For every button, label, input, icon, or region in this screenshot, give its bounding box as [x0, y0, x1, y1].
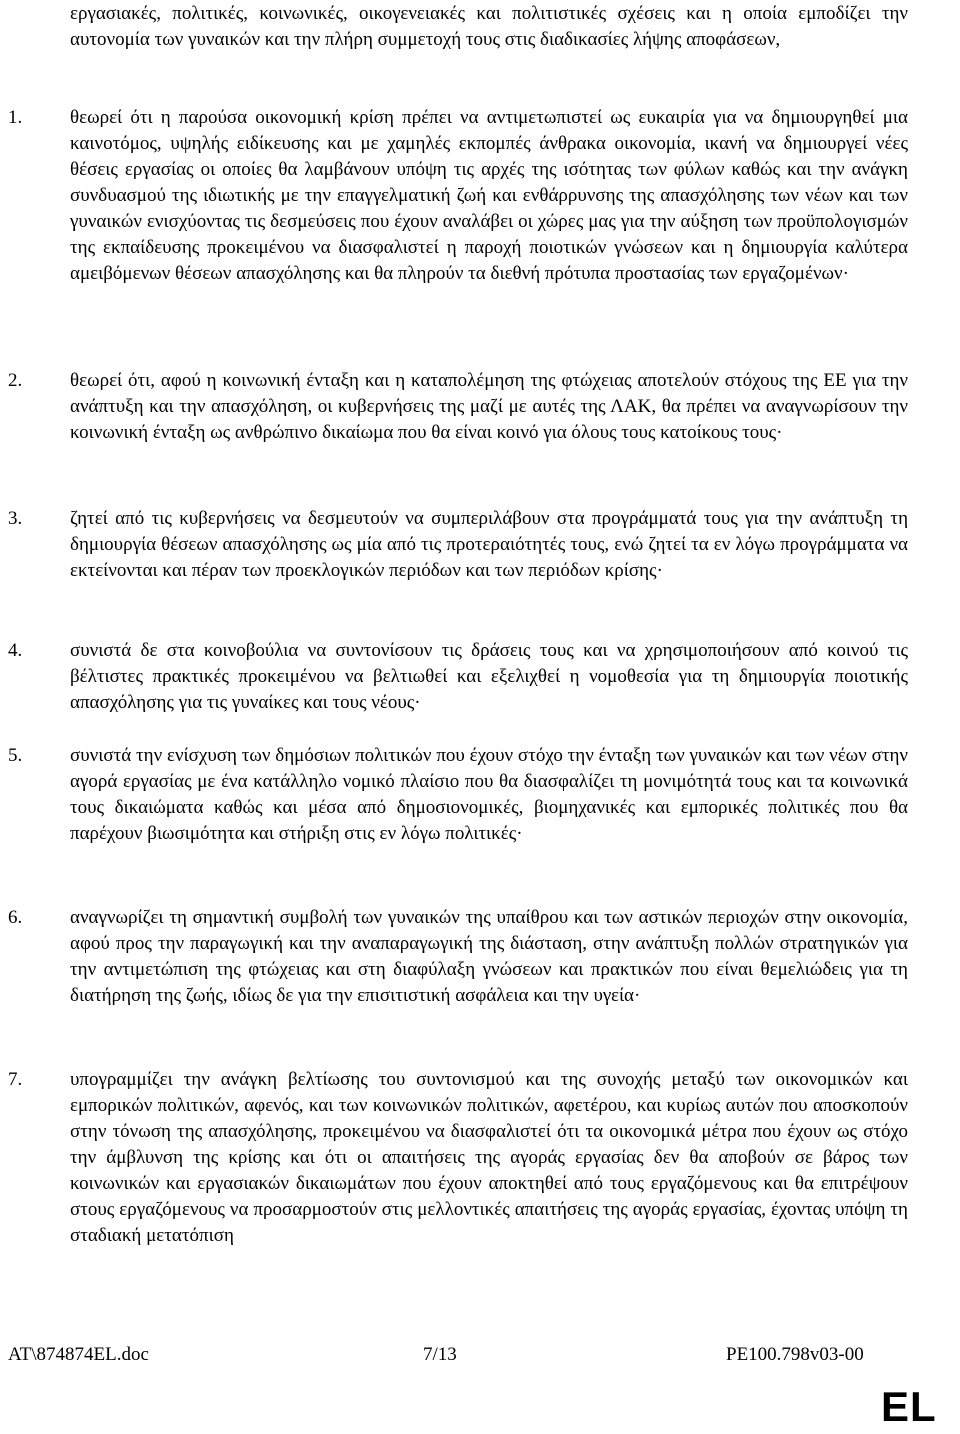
language-code: EL — [881, 1383, 937, 1430]
footer-doc-ref: AT\874874EL.doc — [8, 1344, 149, 1365]
footer-version: PE100.798v03-00 — [726, 1344, 864, 1365]
item-number: 1. — [8, 107, 23, 128]
item-text: ζητεί από τις κυβερνήσεις να δεσμευτούν να συμπεριλάβουν στα προγράμματά τους για την ανάπτυξη τη δημιουργία θέσεων απασχόλησης ως μία από τις προτεραιότητές τους, ενώ ζητεί τα εν λόγω προγράμματα να εκτείνονται και πέραν των προεκλογικών περιόδων και των περιόδων κρίσης· — [70, 508, 908, 581]
item-text: υπογραμμίζει την ανάγκη βελτίωσης του συντονισμού και της συνοχής μεταξύ των οικονομικών και εμπορικών πολιτικών, αφενός, και των κοινωνικών πολιτικών, αφετέρου, και κυρίως αυτών που αποσκοπούν στην τόνωση της απασχόλησης, προκειμένου να διασφαλιστεί ότι τα οικονομικά μέτρα που έχουν ως στόχο την άμβλυνση της κρίσης και ότι οι απαιτήσεις της αγοράς εργασίας δεν θα αποβούν σε βάρος των κοινωνικών και εργασιακών δικαιωμάτων που έχουν αποκτηθεί από τους εργαζόμενους και θα επιτρέψουν στους εργαζόμενους να προσαρμοστούν στις μελλοντικές απαιτήσεις της αγοράς εργασίας, έχοντας υπόψη τη σταδιακή μετατόπιση — [70, 1069, 908, 1246]
item-number: 6. — [8, 907, 23, 928]
intro-paragraph: εργασιακές, πολιτικές, κοινωνικές, οικογενειακές και πολιτιστικές σχέσεις και η οποία εμποδίζει την αυτονομία των γυναικών και την πλήρη συμμετοχή τους στις διαδικασίες λήψης αποφάσεων, — [70, 3, 908, 50]
item-text: συνιστά την ενίσχυση των δημόσιων πολιτικών που έχουν στόχο την ένταξη των γυναικών και των νέων στην αγορά εργασίας με ένα κατάλληλο νομικό πλαίσιο που θα διασφαλίζει τη μονιμότητά τους και τα κοινωνικά τους δικαιώματα καθώς και μέσα από δημοσιονομικές, βιομηχανικές και εμπορικές πολιτικές που θα παρέχουν βιωσιμότητα και στήριξη στις εν λόγω πολιτικές· — [70, 745, 908, 844]
item-text: θεωρεί ότι η παρούσα οικονομική κρίση πρέπει να αντιμετωπιστεί ως ευκαιρία για να δημιουργηθεί μια καινοτόμος, υψηλής ειδίκευσης και με χαμηλές εκπομπές άνθρακα οικονομία, ικανή να δημιουργεί νέες θέσεις εργασίας οι οποίες θα λαμβάνουν υπόψη τις αρχές της ισότητας των φύλων καθώς και την ανάγκη συνδυασμού της ιδιωτικής με την επαγγελματική ζωή και ενθάρρυνσης της απασχόλησης των νέων και των γυναικών ενισχύοντας τις δεσμεύσεις που έχουν αναλάβει οι χώρες μας για την αύξηση των προϋπολογισμών της εκπαίδευσης προκειμένου να διασφαλιστεί η παροχή ποιοτικών γνώσεων και η δημιουργία καλύτερα αμειβόμενων θέσεων απασχόλησης και θα πληρούν τα διεθνή πρότυπα προστασίας των εργαζομένων· — [70, 107, 908, 284]
item-text: συνιστά δε στα κοινοβούλια να συντονίσουν τις δράσεις τους και να χρησιμοποιήσουν από κοινού τις βέλτιστες πρακτικές προκειμένου να βελτιωθεί και εξελιχθεί η νομοθεσία για τη δημιουργία ποιοτικής απασχόλησης για τις γυναίκες και τους νέους· — [70, 640, 908, 713]
item-number: 7. — [8, 1069, 23, 1090]
item-text: αναγνωρίζει τη σημαντική συμβολή των γυναικών της υπαίθρου και των αστικών περιοχών στην οικονομία, αφού προς την παραγωγική και την αναπαραγωγική της διάσταση, στην ανάπτυξη πολλών στρατηγικών για την αντιμετώπιση της φτώχειας και στη διαφύλαξη γνώσεων και πρακτικών που είναι θεμελιώδεις για τη διατήρηση της ζωής, ιδίως δε για την επισιτιστική ασφάλεια και την υγεία· — [70, 907, 908, 1006]
item-number: 5. — [8, 745, 23, 766]
item-number: 3. — [8, 508, 23, 529]
item-number: 2. — [8, 370, 23, 391]
item-text: θεωρεί ότι, αφού η κοινωνική ένταξη και η καταπολέμηση της φτώχειας αποτελούν στόχους της ΕΕ για την ανάπτυξη και την απασχόληση, οι κυβερνήσεις της μαζί με αυτές της ΛΑΚ, θα πρέπει να αναγνωρίσουν την κοινωνική ένταξη ως ανθρώπινο δικαίωμα που θα είναι κοινό για όλους τους κατοίκους τους· — [70, 370, 908, 443]
item-number: 4. — [8, 640, 23, 661]
footer-page-number: 7/13 — [423, 1344, 457, 1365]
